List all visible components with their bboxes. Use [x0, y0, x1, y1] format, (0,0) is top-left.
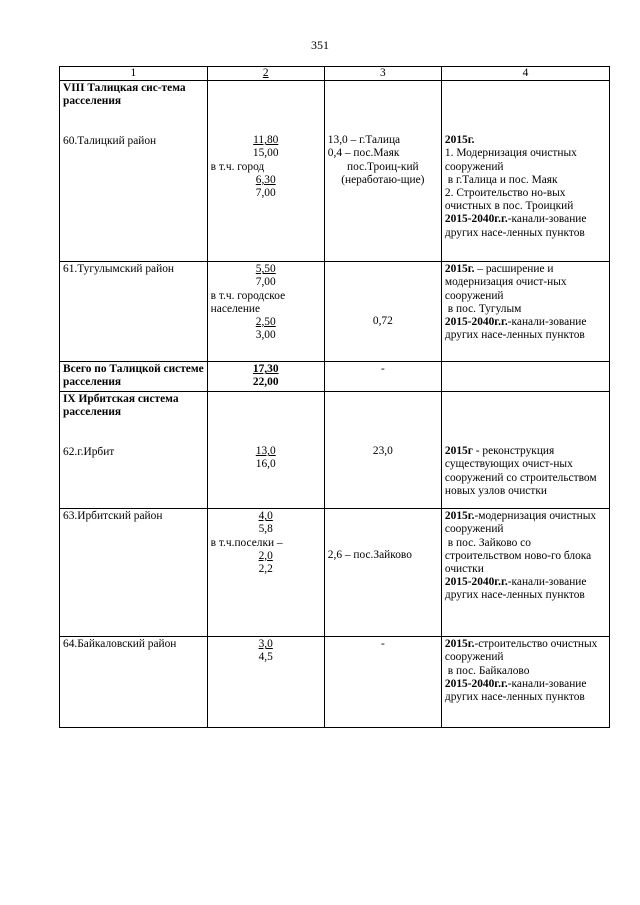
table-row [60, 637, 610, 728]
capacity-value: 16,0 [255, 458, 276, 471]
measure-year: 2015г. [444, 134, 475, 147]
capacity-value: 6,30 [255, 173, 276, 186]
measure-text: -канали-зование других насе-ленных пунктов [444, 316, 587, 342]
header-col-4: 4 [441, 67, 609, 81]
capacity-value: 3,00 [255, 329, 276, 342]
sewage-table [59, 66, 610, 728]
capacity-value: 2,2 [258, 563, 273, 576]
row-62-capacity-cell [207, 392, 324, 509]
row-63-measures-cell [441, 509, 609, 637]
header-col-1: 1 [60, 67, 208, 81]
row-63-capacity-cell [207, 509, 324, 637]
existing-value: 23,0 [372, 445, 393, 458]
measure-year: 2015-2040г.г. [444, 213, 508, 226]
capacity-value: 4,5 [258, 651, 273, 664]
measure-text: -строительство очистных сооружений [444, 638, 598, 664]
measure-year: 2015-2040г.г. [444, 576, 508, 589]
capacity-value: 11,80 [253, 134, 279, 147]
row-60-existing-cell [324, 81, 441, 262]
table-row [60, 392, 610, 509]
total-talitsa-existing: - [324, 362, 441, 392]
table-row [60, 362, 610, 392]
measure-year: 2015г. [444, 510, 475, 523]
header-col-3: 3 [324, 67, 441, 81]
row-60-capacity-cell [207, 81, 324, 262]
measure-text: в пос. Байкалово [444, 664, 530, 677]
measure-text: - реконструкция существующих очист-ных сооружений со строительством новых узлов очистки [444, 445, 597, 497]
page-number: 351 [311, 38, 329, 52]
district-name: 62.г.Ирбит [63, 445, 115, 458]
capacity-value: 5,8 [258, 523, 273, 536]
capacity-value: 15,00 [252, 147, 279, 160]
measure-text: 1. Модернизация очистных сооружений [444, 147, 577, 173]
row-60-measures-cell [441, 81, 609, 262]
row-64-existing-cell: - [324, 637, 441, 728]
row-62-name-cell [60, 392, 208, 509]
row-63-name-cell: 63.Ирбитский район [60, 509, 208, 637]
existing-value: 0,4 – пос.Маяк [327, 147, 400, 160]
measure-text: -канали-зование других насе-ленных пунктов [444, 576, 587, 602]
capacity-value: 17,30 [252, 363, 279, 376]
measure-text: -модернизация очистных сооружений [444, 510, 597, 536]
measure-text: в пос. Тугулым [444, 302, 522, 315]
table-row [60, 262, 610, 362]
capacity-value: 2,0 [258, 549, 273, 562]
capacity-value: 2,50 [255, 316, 276, 329]
row-61-name-cell: 61.Тугулымский район [60, 262, 208, 362]
row-64-capacity-cell [207, 637, 324, 728]
capacity-note: в т.ч. город [210, 160, 265, 173]
existing-value: (неработаю-щие) [341, 173, 425, 186]
capacity-note: в т.ч.поселки – [210, 536, 283, 549]
total-talitsa-measures [441, 362, 609, 392]
row-62-existing-cell [324, 392, 441, 509]
row-60-name-cell [60, 81, 208, 262]
capacity-value: 13,0 [255, 445, 276, 458]
row-64-measures-cell [441, 637, 609, 728]
section-title-talitsa: VIII Талицкая сис-тема расселения [63, 82, 186, 108]
capacity-value: 4,0 [258, 510, 273, 523]
measure-year: 2015г [444, 445, 473, 458]
existing-value: 13,0 – г.Талица [327, 134, 401, 147]
row-64-name-cell: 64.Байкаловский район [60, 637, 208, 728]
section-title-irbit: IX Ирбитская система расселения [63, 393, 179, 419]
table-row [60, 509, 610, 637]
measure-text: – расширение и модернизация очист-ных сооружений [444, 263, 567, 302]
existing-value: 2,6 – пос.Зайково [327, 549, 412, 562]
capacity-value: 3,0 [258, 638, 273, 651]
total-talitsa-capacity [207, 362, 324, 392]
district-name: 60.Талицкий район [63, 134, 157, 147]
header-col-2: 2 [207, 67, 324, 81]
measure-year: 2015-2040г.г. [444, 316, 508, 329]
capacity-value: 22,00 [252, 376, 279, 389]
capacity-value: 7,00 [255, 276, 276, 289]
measure-text: -канали-зование других насе-ленных пунктов [444, 213, 587, 239]
measure-text: в пос. Зайково со строительством ново-го блока очистки [444, 536, 595, 576]
row-61-measures-cell [441, 262, 609, 362]
measure-year: 2015г. [444, 638, 475, 651]
header-row [60, 67, 610, 81]
table-row [60, 81, 610, 262]
measure-text: в г.Талица и пос. Маяк [444, 173, 558, 186]
existing-value: пос.Троиц-кий [347, 160, 419, 173]
measure-text: 2. Строительство но-вых очистных в пос. Троицкий [444, 187, 574, 213]
measure-text: -канали-зование других насе-ленных пунктов [444, 677, 587, 704]
capacity-value: 7,00 [255, 187, 276, 200]
measure-year: 2015-2040г.г. [444, 677, 508, 690]
capacity-value: 5,50 [255, 263, 276, 276]
row-61-capacity-cell [207, 262, 324, 362]
existing-value: 0,72 [372, 315, 393, 328]
measure-year: 2015г. [444, 263, 475, 276]
row-62-measures-cell [441, 392, 609, 509]
row-63-existing-cell [324, 509, 441, 637]
row-61-existing-cell [324, 262, 441, 362]
capacity-note: в т.ч. городское население [210, 289, 286, 315]
total-talitsa-name: Всего по Талицкой системе расселения [60, 362, 208, 392]
